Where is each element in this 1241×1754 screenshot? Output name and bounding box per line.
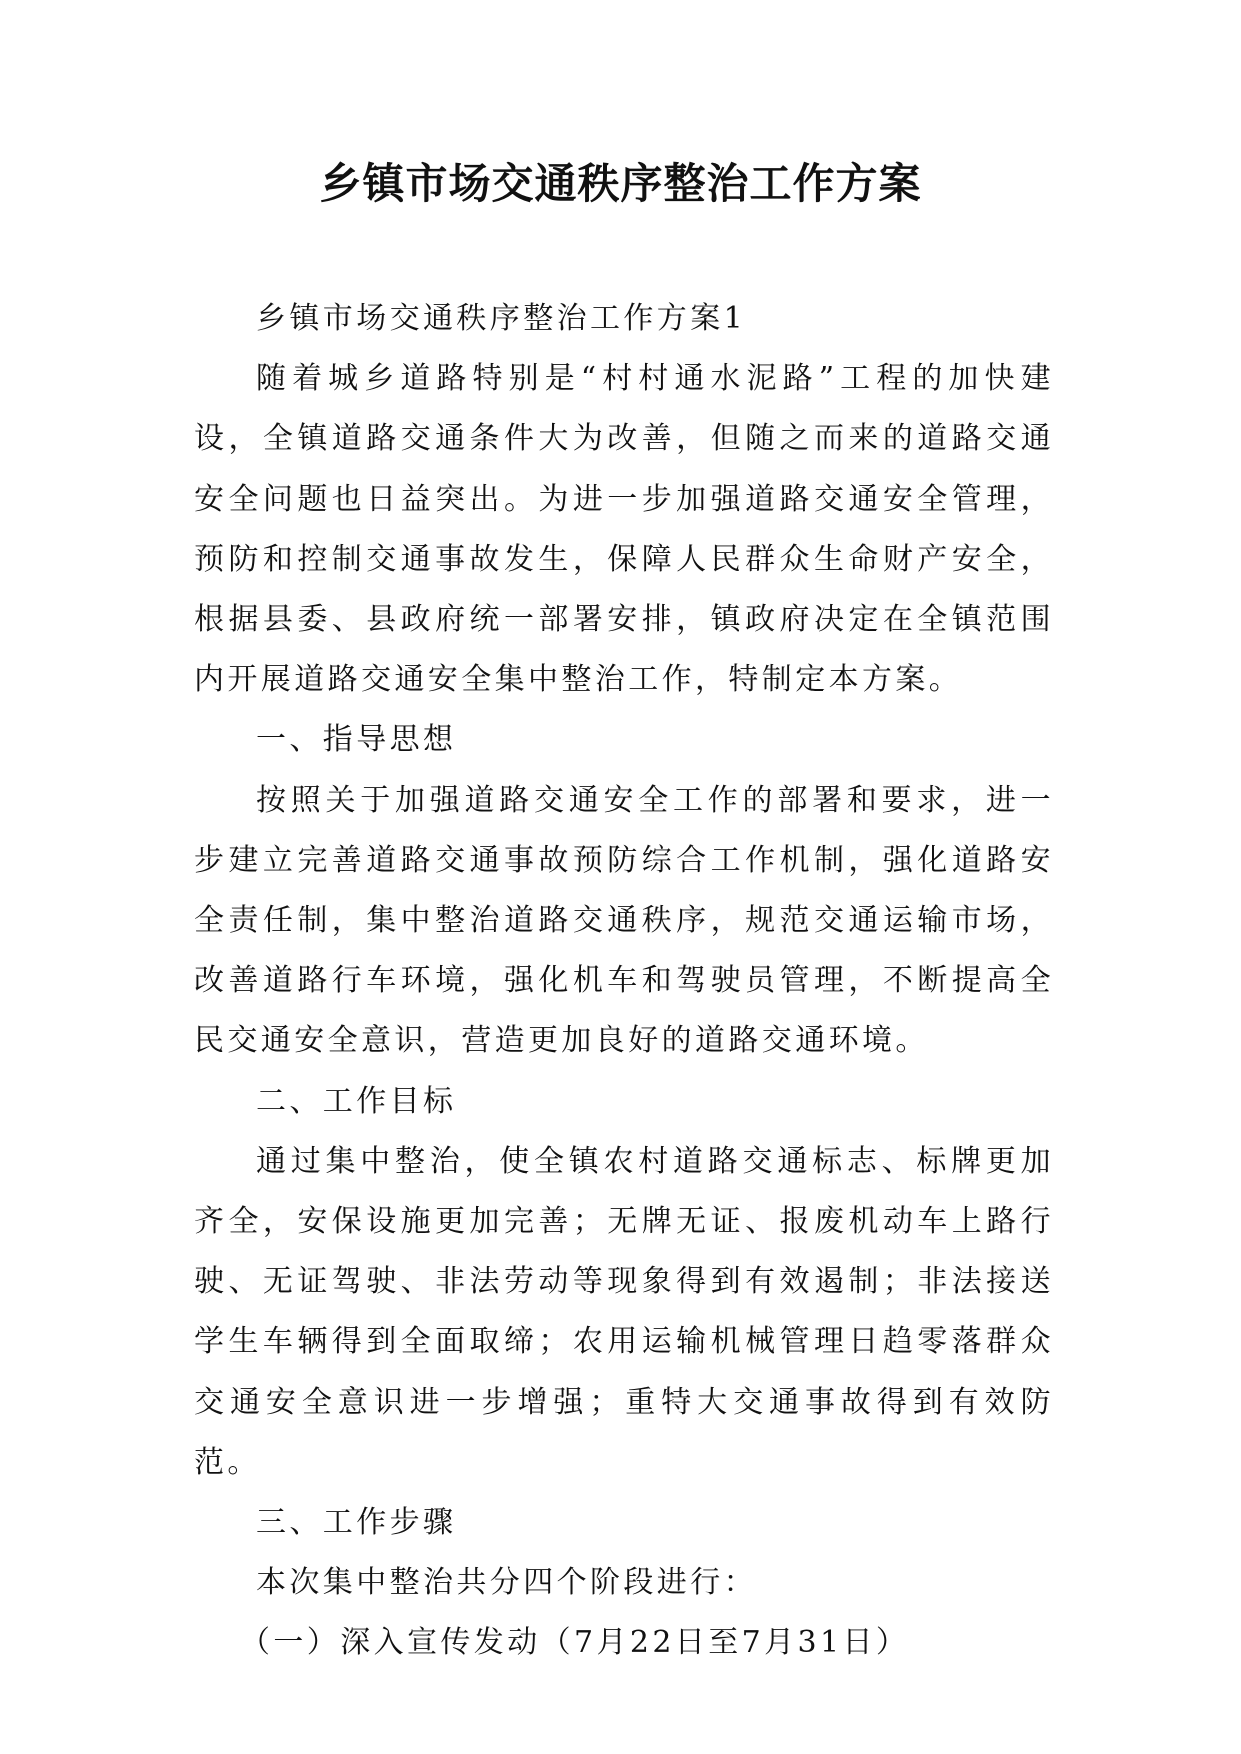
work-goals-paragraph: 通过集中整治，使全镇农村道路交通标志、标牌更加齐全，安保设施更加完善；无牌无证、报废机动车上路行驶、无证驾驶、非法劳动等现象得到有效遏制；非法接送学生车辆得到全面取缔；农用运输机械管理日趋零落群众交通安全意识进一步增强；重特大交通事故得到有效防范。 xyxy=(194,1143,1054,1480)
section-heading-guiding-ideology: 一、指导思想 xyxy=(256,722,457,758)
guiding-ideology-paragraph: 按照关于加强道路交通安全工作的部署和要求，进一步建立完善道路交通事故预防综合工作机制，强化道路安全责任制，集中整治道路交通秩序，规范交通运输市场，改善道路行车环境，强化机车和驾驶员管理，不断提高全民交通安全意识，营造更加良好的道路交通环境。 xyxy=(194,782,1054,1059)
document-title: 乡镇市场交通秩序整治工作方案 xyxy=(319,159,922,208)
subtitle-paragraph: 乡镇市场交通秩序整治工作方案1 xyxy=(256,301,747,336)
intro-paragraph: 随着城乡道路特别是“村村通水泥路”工程的加快建设，全镇道路交通条件大为改善，但随之而来的道路交通安全问题也日益突出。为进一步加强道路交通安全管理，预防和控制交通事故发生，保障人民群众生命财产安全，根据县委、县政府统一部署安排，镇政府决定在全镇范围内开展道路交通安全集中整治工作，特制定本方案。 xyxy=(194,361,1054,698)
subsection-heading-publicity: （一）深入宣传发动（7月22日至7月31日） xyxy=(240,1625,910,1661)
section-heading-work-steps: 三、工作步骤 xyxy=(256,1505,457,1541)
section-heading-work-goals: 二、工作目标 xyxy=(256,1083,457,1119)
work-steps-paragraph: 本次集中整治共分四个阶段进行： xyxy=(256,1565,757,1601)
document-body xyxy=(194,289,1054,1674)
